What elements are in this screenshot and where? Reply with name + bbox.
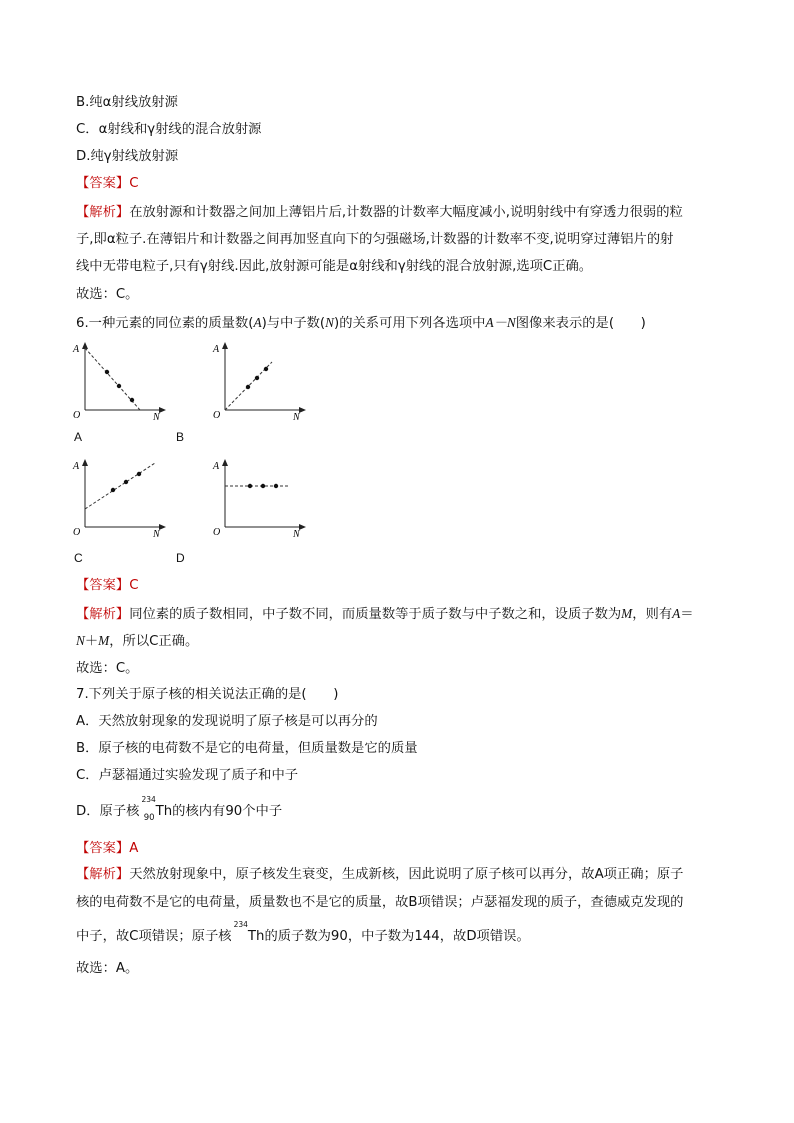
mass-number: 234 [141, 795, 156, 804]
question-6-stem: 6.一种元素的同位素的质量数(A)与中子数(N)的关系可用下列各选项中A－N图像来表示的是( ) [76, 315, 646, 331]
origin-label: O [73, 527, 81, 537]
answer-tag: 【答案】 [76, 176, 130, 191]
choice-line: 故选：C。 [76, 287, 139, 302]
choice-line: 故选：A。 [76, 961, 139, 976]
choice-line: 故选：C。 [76, 661, 139, 676]
answer-value: C [129, 176, 139, 191]
element-symbol: Th [247, 929, 265, 944]
analysis-text: 中子，故C项错误；原子核$^{234}$Th的质子数为90，中子数为144，故D项错误。 [76, 920, 530, 944]
graph-a [70, 340, 170, 420]
atomic-number: 90 [143, 813, 155, 823]
graph-c [70, 457, 170, 537]
option-c: C．α射线和γ射线的混合放射源 [76, 122, 262, 137]
y-axis-label: A [213, 461, 220, 472]
option-b: B.纯α射线放射源 [76, 95, 178, 110]
option-d: D．原子核$^{234}_{90}$Th的核内有90个中子 [76, 795, 283, 823]
analysis-text: 在放射源和计数器之间加上薄铝片后,计数器的计数率大幅度减小,说明射线中有穿透力很弱的粒 [129, 205, 683, 220]
analysis-text: 线中无带电粒子,只有γ射线.因此,放射源可能是α射线和γ射线的混合放射源,选项C正确。 [76, 259, 593, 274]
graph-a-label: A [74, 430, 83, 444]
option-b: B．原子核的电荷数不是它的电荷量，但质量数是它的质量 [76, 741, 418, 756]
answer-line: 【答案】C [76, 578, 139, 593]
graph-b-label: B [176, 430, 185, 444]
analysis-line: 【解析】天然放射现象中，原子核发生衰变，生成新核，因此说明了原子核可以再分，故A项正确；原子 [76, 867, 684, 882]
x-axis-label: N [153, 529, 160, 537]
x-axis-label: N [293, 529, 300, 537]
graph-b [210, 340, 310, 420]
x-axis-label: N [153, 412, 160, 420]
analysis-text: 子,即α粒子.在薄铝片和计数器之间再加竖直向下的匀强磁场,计数器的计数率不变,说明穿过薄铝片的射 [76, 232, 674, 247]
origin-label: O [213, 527, 221, 537]
answer-line: 【答案】A [76, 841, 139, 856]
element-symbol: Th [155, 804, 173, 819]
answer-line [76, 175, 138, 193]
x-axis-label: N [293, 412, 300, 420]
graph-c-label: C [74, 551, 83, 565]
analysis-line [76, 204, 683, 222]
mass-number: 234 [233, 920, 248, 929]
graph-d-label: D [176, 551, 185, 565]
option-a: A．天然放射现象的发现说明了原子核是可以再分的 [76, 714, 378, 729]
y-axis-label: A [213, 344, 220, 355]
analysis-text: 核的电荷数不是它的电荷量，质量数也不是它的质量，故B项错误；卢瑟福发现的质子，查德威克发现的 [76, 895, 684, 910]
analysis-tag: 【解析】 [76, 205, 130, 220]
origin-label: O [73, 410, 81, 420]
analysis-line: 【解析】同位素的质子数相同，中子数不同，而质量数等于质子数与中子数之和，设质子数为M，则有A＝ [76, 606, 694, 622]
option-c: C．卢瑟福通过实验发现了质子和中子 [76, 768, 299, 783]
question-7-stem: 7.下列关于原子核的相关说法正确的是( ) [76, 687, 339, 702]
y-axis-label: A [73, 344, 80, 355]
option-d: D.纯γ射线放射源 [76, 149, 179, 164]
origin-label: O [213, 410, 221, 420]
analysis-text: N＋M，所以C正确。 [76, 633, 199, 649]
y-axis-label: A [73, 461, 80, 472]
graph-d [210, 457, 310, 537]
